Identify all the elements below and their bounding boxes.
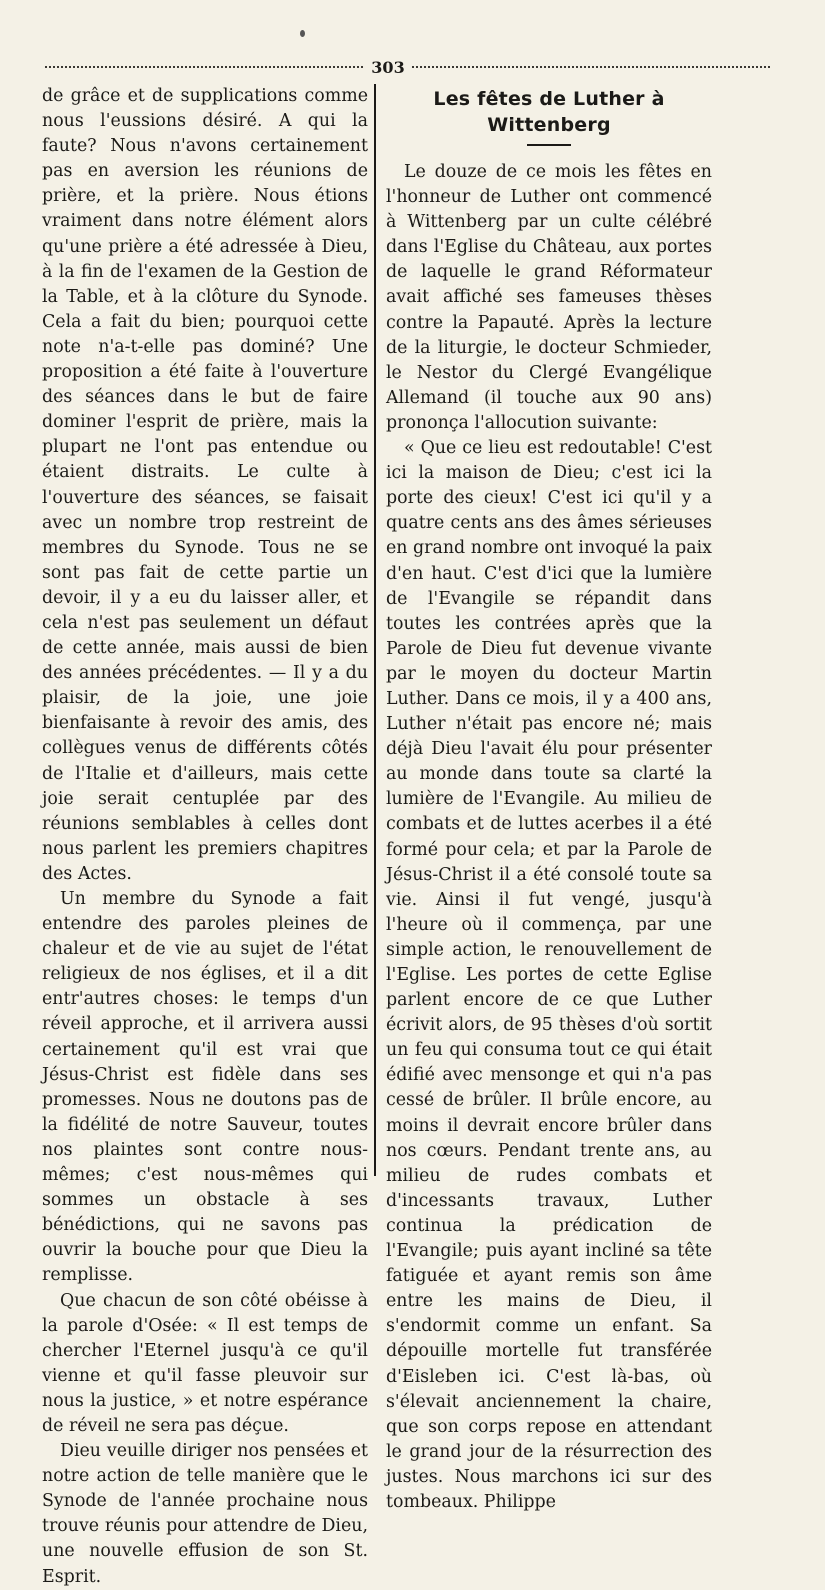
header-rule-left [45, 66, 363, 72]
left-paragraph-2: Un membre du Synode a fait entendre des paroles pleines de chaleur et de vie au sujet de l'état religieux de nos églises, et il a dit entr'autres choses: le temps d'un réveil approche, et il arrivera aussi certainement qu'il est vrai que Jésus-Christ est fidèle dans ses promesses. Nous ne doutons pas de la fidélité de notre Sauveur, toutes nos plaintes sont contre nous-mêmes; c'est nous-mêmes qui sommes un obstacle à ses bénédictions, qui ne savons pas ouvrir la bouche pour que Dieu la remplisse. [42, 889, 368, 1286]
ink-speck [300, 30, 305, 37]
header-rule-right [412, 66, 770, 72]
left-paragraph-4: Dieu veuille diriger nos pensées et notre action de telle manière que le Synode de l'année prochaine nous trouve réunis pour attendre de Dieu, une nouvelle effusion de son St. Esprit. [42, 1441, 368, 1587]
column-divider [374, 84, 376, 1176]
title-rule [527, 144, 571, 146]
left-column [42, 84, 368, 1590]
left-paragraph-1: de grâce et de supplications comme nous l'eussions désiré. A qui la faute? Nous n'avons certainement pas en aversion les réunions de prière, et la prière. Nous étions vraiment dans notre élément alors qu'une prière a été adressée à Dieu, à la fin de l'examen de la Gestion de la Table, et à la clôture du Synode. Cela a fait du bien; pourquoi cette note n'a-t-elle pas dominé? Une proposition a été faite à l'ouverture des séances dans le but de faire dominer l'esprit de prière, mais la plupart ne l'ont pas entendue ou étaient distraits. Le culte à l'ouverture des séances, se faisait avec un nombre trop restreint de membres du Synode. Tous ne se sont pas fait de cette partie un devoir, il y a eu du laisser aller, et cela n'est pas seulement un défaut de cette année, mais aussi de bien des années précédentes. — Il y a du plaisir, de la joie, une joie bienfaisante à revoir des amis, des collègues venus de différents côtés de l'Italie et d'ailleurs, mais cette joie serait centuplée par des réunions semblables à celles dont nous parlent les premiers chapitres des Actes. [42, 86, 368, 884]
right-paragraph-2: « Que ce lieu est redoutable! C'est ici la maison de Dieu; c'est ici la porte des cieux! C'est ici qu'il y a quatre cents ans des âmes sérieuses en grand nombre ont invoqué la paix d'en haut. C'est d'ici que la lumière de l'Evangile se répandit dans toutes les contrées après que la Parole de Dieu fut devenue vivante par le moyen du docteur Martin Luther. Dans ce mois, il y a 400 ans, Luther n'était pas encore né; mais déjà Dieu l'avait élu pour présenter au monde dans toute sa clarté la lumière de l'Evangile. Au milieu de combats et de luttes acerbes il a été formé pour cela; et par la Parole de Jésus-Christ il a été consolé toute sa vie. Ainsi il fut vengé, jusqu'à l'heure où il commença, par une simple action, le renouvellement de l'Eglise. Les portes de cette Eglise parlent encore de ce que Luther écrivit alors, de 95 thèses d'où sortit un feu qui consuma tout ce qui était édifié avec mensonge et qui n'a pas cessé de brûler. Il brûle encore, au moins il devrait encore brûler dans nos cœurs. Pendant trente ans, au milieu de rudes combats et d'incessants travaux, Luther continua la prédication de l'Evangile; puis ayant incliné sa tête fatiguée et ayant remis son âme entre les mains de Dieu, il s'endormit comme un enfant. Sa dépouille mortelle fut transférée d'Eisleben ici. C'est là-bas, où s'élevait anciennement la chaire, que son corps repose en attendant le grand jour de la résurrection des justes. Nous marchons ici sur des tombeaux. Philippe [386, 438, 712, 1512]
page-number: 303 [371, 58, 405, 77]
article-title: Les fêtes de Luther à Wittenberg [433, 88, 665, 136]
left-paragraph-3: Que chacun de son côté obéisse à la parole d'Osée: « Il est temps de chercher l'Eternel jusqu'à ce qu'il vienne et qu'il fasse pleuvoir sur nous la justice, » et notre espérance de réveil ne sera pas déçue. [42, 1290, 368, 1436]
right-paragraph-1: Le douze de ce mois les fêtes en l'honneur de Luther ont commencé à Wittenberg par un culte célébré dans l'Eglise du Château, aux portes de laquelle le grand Réformateur avait affiché ses fameuses thèses contre la Papauté. Après la lecture de la liturgie, le docteur Schmieder, le Nestor du Clergé Evangélique Allemand (il touche aux 90 ans) prononça l'allocution suivante: [386, 162, 712, 433]
right-column [386, 84, 712, 1515]
page-header [40, 60, 780, 76]
